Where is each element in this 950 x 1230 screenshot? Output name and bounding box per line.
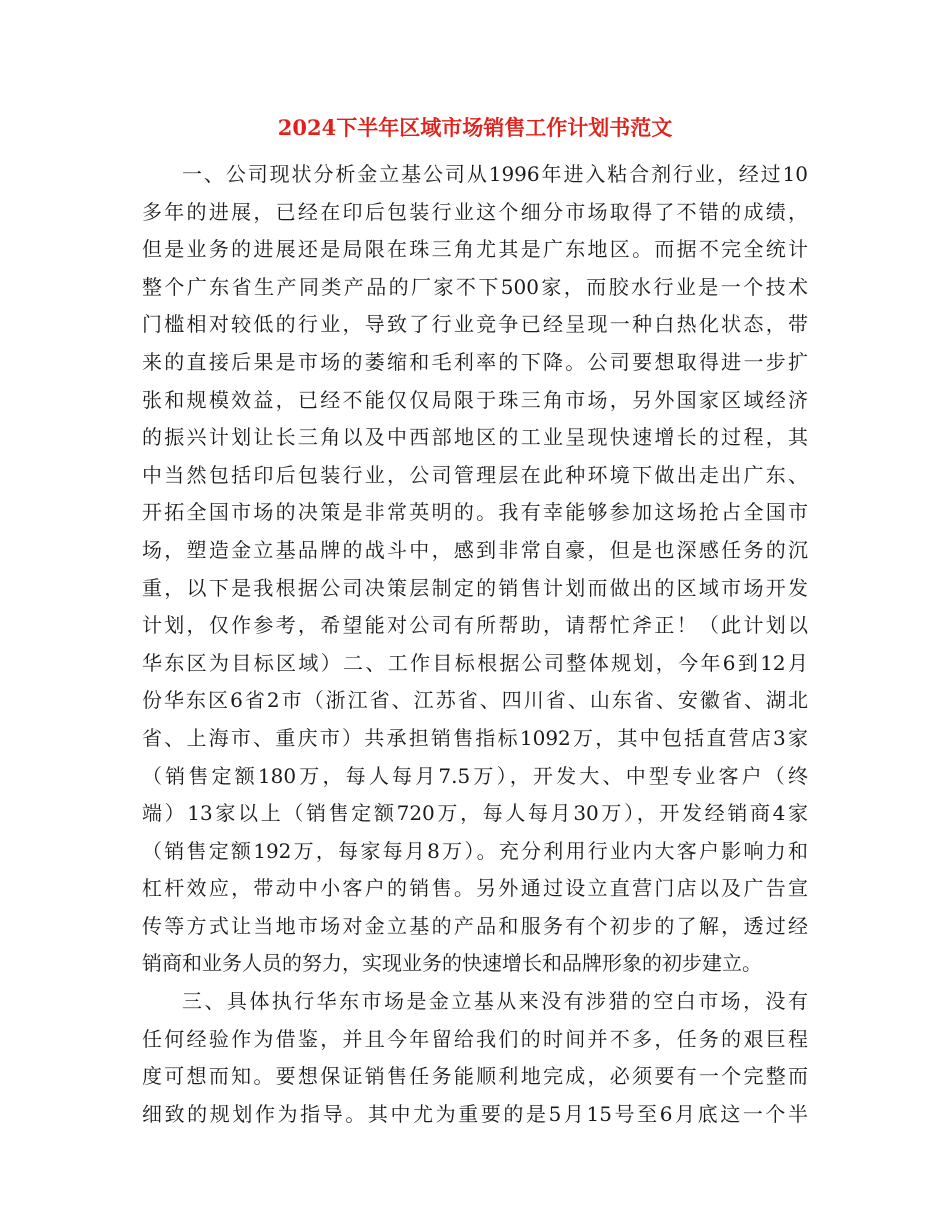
body-line: 华东区为目标区域）二、工作目标根据公司整体规划，今年6到12月	[142, 650, 808, 675]
body-line: 门槛相对较低的行业，导致了行业竞争已经呈现一种白热化状态，带	[142, 312, 808, 337]
body-line: 但是业务的进展还是局限在珠三角尤其是广东地区。而据不完全统计	[142, 237, 808, 262]
body-line: 重，以下是我根据公司决策层制定的销售计划而做出的区域市场开发	[142, 575, 808, 600]
body-line: 多年的进展，已经在印后包装行业这个细分市场取得了不错的成绩，	[142, 199, 808, 224]
body-line: 张和规模效益，已经不能仅仅局限于珠三角市场，另外国家区域经济	[142, 387, 808, 412]
body-line: 一、公司现状分析金立基公司从1996年进入粘合剂行业，经过10	[182, 162, 808, 186]
document-body	[142, 156, 808, 1133]
document-title: 2024下半年区域市场销售工作计划书范文	[277, 115, 673, 140]
body-line: 份华东区6省2市（浙江省、江苏省、四川省、山东省、安徽省、湖北	[142, 688, 808, 713]
body-line: 传等方式让当地市场对金立基的产品和服务有个初步的了解，透过经	[142, 913, 808, 938]
body-line: 度可想而知。要想保证销售任务能顺利地完成，必须要有一个完整而	[142, 1064, 808, 1089]
body-line: 整个广东省生产同类产品的厂家不下500家，而胶水行业是一个技术	[142, 274, 808, 299]
body-line: 计划，仅作参考，希望能对公司有所帮助，请帮忙斧正！（此计划以	[142, 613, 808, 638]
body-line: 省、上海市、重庆市）共承担销售指标1092万，其中包括直营店3家	[142, 725, 808, 750]
body-line: （销售定额192万，每家每月8万）。充分利用行业内大客户影响力和	[142, 838, 808, 863]
body-line: 杠杆效应，带动中小客户的销售。另外通过设立直营门店以及广告宣	[142, 876, 808, 901]
body-line: 的振兴计划让长三角以及中西部地区的工业呈现快速增长的过程，其	[142, 425, 808, 450]
body-line: 中当然包括印后包装行业，公司管理层在此种环境下做出走出广东、	[142, 462, 808, 487]
body-line: 端）13家以上（销售定额720万，每人每月30万），开发经销商4家	[142, 801, 808, 826]
body-line: （销售定额180万，每人每月7.5万），开发大、中型专业客户（终	[142, 763, 808, 788]
body-line: 开拓全国市场的决策是非常英明的。我有幸能够参加这场抢占全国市	[142, 500, 808, 525]
body-line: 细致的规划作为指导。其中尤为重要的是5月15号至6月底这一个半	[142, 1101, 808, 1126]
body-line: 场，塑造金立基品牌的战斗中，感到非常自豪，但是也深感任务的沉	[142, 537, 808, 562]
body-line: 销商和业务人员的努力，实现业务的快速增长和品牌形象的初步建立。	[142, 951, 762, 976]
body-line: 来的直接后果是市场的萎缩和毛利率的下降。公司要想取得进一步扩	[142, 349, 808, 374]
body-line: 任何经验作为借鉴，并且今年留给我们的时间并不多，任务的艰巨程	[142, 1026, 808, 1051]
body-line: 三、具体执行华东市场是金立基从来没有涉猎的空白市场，没有	[182, 989, 808, 1014]
